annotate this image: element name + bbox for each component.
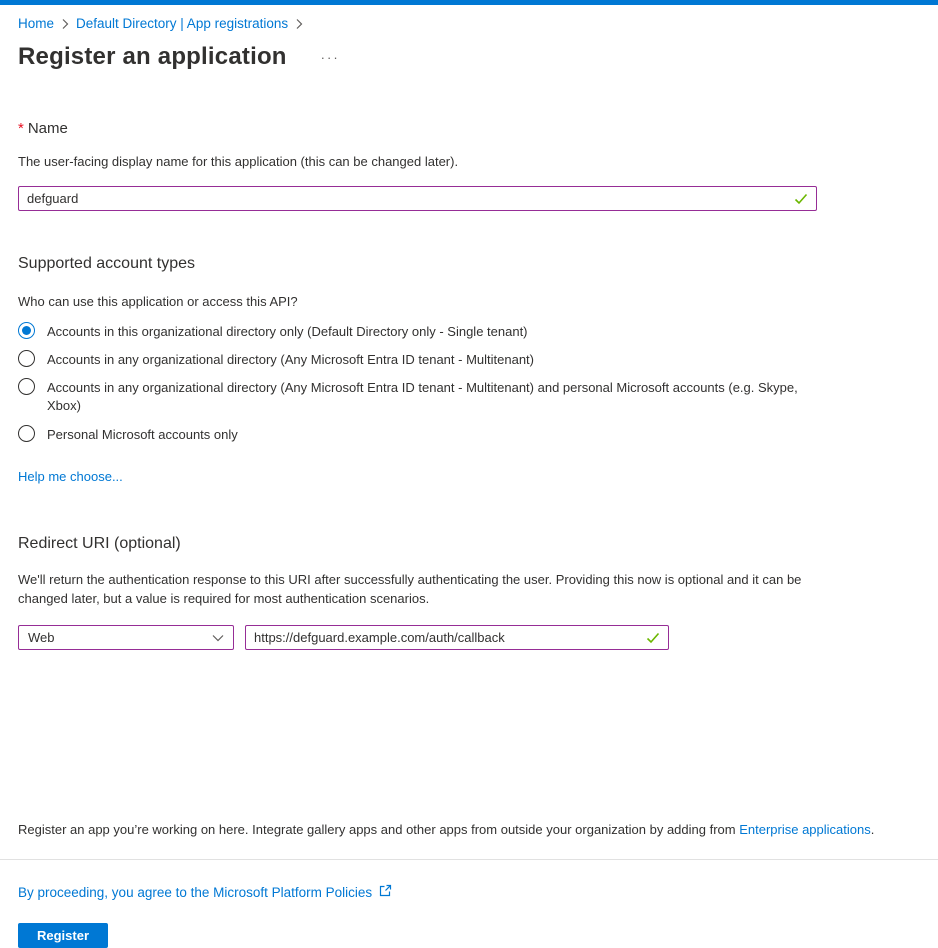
page-title: Register an application (18, 43, 287, 70)
redirect-uri-description: We'll return the authentication response to this URI after successfully authenticating the user. Providing this now is optional and it can be changed later, but a value is required for most authentication scenarios. (18, 572, 802, 606)
more-options-icon[interactable]: ··· (320, 49, 340, 65)
page-header (18, 43, 920, 71)
required-asterisk: * (18, 120, 24, 137)
radio-option-single-tenant[interactable] (18, 322, 920, 340)
platform-select-dropdown[interactable] (18, 625, 234, 650)
breadcrumb-home-link[interactable]: Home (18, 16, 55, 31)
radio-button-icon[interactable] (18, 350, 35, 367)
footer-divider (0, 859, 938, 860)
register-info-text (18, 822, 920, 837)
policy-row (18, 882, 920, 902)
enterprise-applications-link[interactable]: Enterprise applications (739, 822, 871, 837)
platform-selected-value: Web (28, 630, 55, 645)
portal-top-accent-bar (0, 0, 938, 5)
redirect-uri-heading: Redirect URI (optional) (18, 535, 181, 552)
info-text-body: Register an app you’re working on here. Integrate gallery apps and other apps from outside your organization by adding from (18, 822, 736, 837)
radio-button-icon[interactable] (18, 425, 35, 442)
radio-button-icon[interactable] (18, 322, 35, 339)
register-button[interactable]: Register (18, 923, 108, 948)
name-label-text: Name (27, 120, 68, 137)
platform-policies-link[interactable]: By proceeding, you agree to the Microsoft Platform Policies (18, 884, 373, 900)
redirect-uri-input-container (245, 625, 669, 650)
supported-account-types-heading: Supported account types (18, 255, 196, 272)
name-input-container (18, 186, 817, 211)
chevron-right-icon (295, 18, 303, 30)
external-link-icon[interactable] (379, 884, 392, 902)
breadcrumb-app-registrations-link[interactable]: Default Directory | App registrations (76, 16, 289, 31)
radio-option-personal-only[interactable] (18, 425, 920, 443)
help-me-choose-link[interactable]: Help me choose... (18, 469, 123, 484)
radio-option-label: Personal Microsoft accounts only (47, 427, 238, 442)
register-application-page (0, 16, 938, 948)
name-field-label (18, 120, 920, 137)
radio-option-label: Accounts in this organizational directory only (Default Directory only - Single tenant) (47, 324, 528, 339)
redirect-uri-controls (18, 625, 920, 650)
redirect-uri-input[interactable] (245, 625, 669, 650)
radio-option-multitenant[interactable] (18, 350, 920, 368)
name-field-hint: The user-facing display name for this application (this can be changed later). (18, 154, 459, 169)
breadcrumb (18, 16, 920, 31)
chevron-right-icon (61, 18, 69, 30)
app-name-input[interactable] (18, 186, 817, 211)
account-types-question: Who can use this application or access this API? (18, 294, 298, 309)
account-types-radio-group (18, 322, 920, 443)
info-text-suffix: . (870, 822, 875, 837)
radio-button-icon[interactable] (18, 378, 35, 395)
radio-option-multitenant-personal[interactable] (18, 378, 920, 415)
chevron-down-icon (212, 630, 224, 645)
radio-option-label: Accounts in any organizational directory (Any Microsoft Entra ID tenant - Multitenant) and personal Microsoft accounts (e.g. Skype, Xbox) (47, 380, 798, 413)
radio-option-label: Accounts in any organizational directory (Any Microsoft Entra ID tenant - Multitenant) (47, 352, 534, 367)
